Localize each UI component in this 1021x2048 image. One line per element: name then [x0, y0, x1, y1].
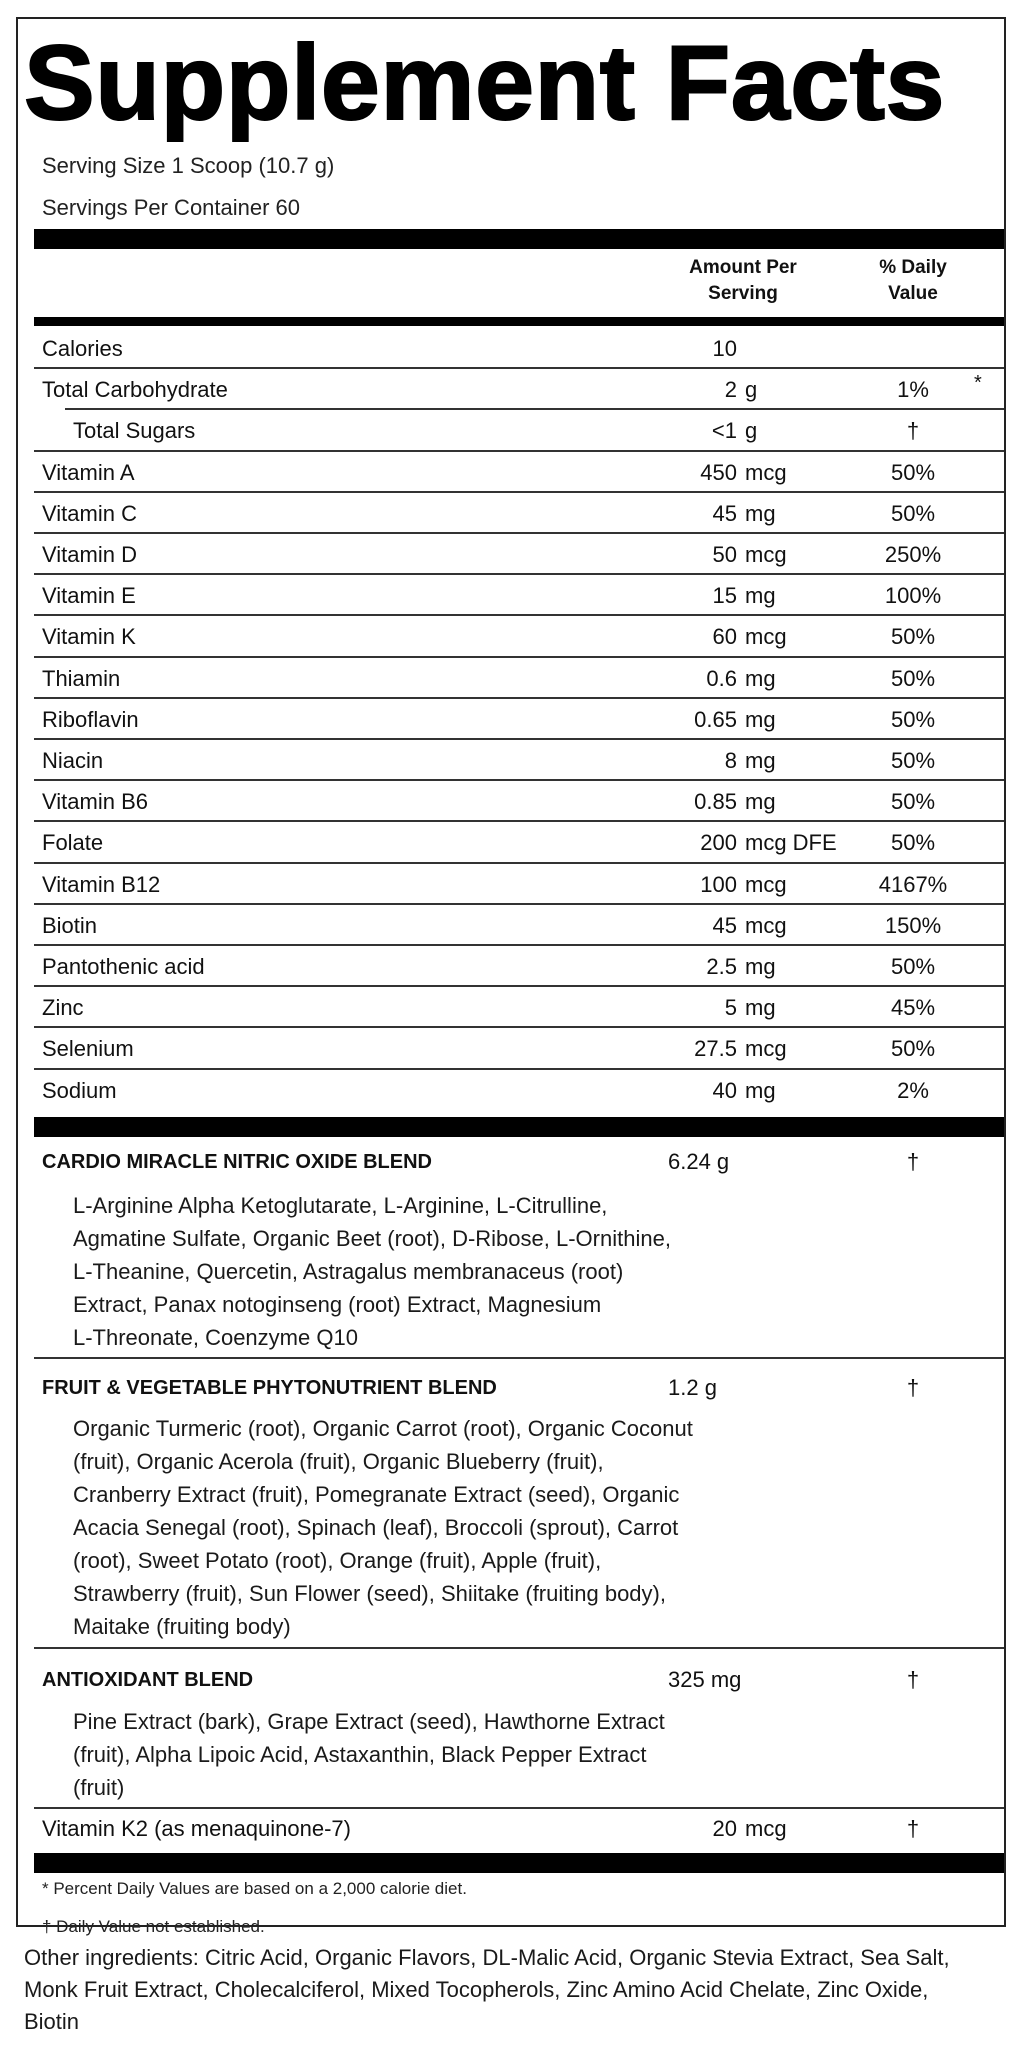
row-divider: [34, 779, 1004, 781]
nutrient-name: Sodium: [42, 1078, 117, 1103]
nutrient-amount: 5: [724, 995, 737, 1020]
nutrient-amount: 40: [712, 1078, 737, 1103]
nutrient-dv: 2%: [897, 1078, 929, 1103]
nutrient-name: Vitamin B6: [42, 789, 148, 814]
nutrient-row: [18, 535, 1008, 575]
nutrient-row: [18, 659, 1008, 699]
nutrient-unit: mcg: [745, 872, 787, 897]
nutrient-amount: <1: [711, 418, 737, 443]
blend-dv: †: [906, 1667, 920, 1692]
blend-separator: [34, 1357, 1004, 1359]
blend-ingredients: L-Arginine Alpha Ketoglutarate, L-Arginine, L-Citrulline, Agmatine Sulfate, Organic Beet (root), D-Ribose, L-Ornithine, L-Theanine, Quercetin, Astragalus membranaceus (root) Extract, Panax notoginseng (root) Extract, Magnesium L-Threonate, Coenzyme Q10: [73, 1193, 671, 1350]
row-divider: [34, 367, 1004, 369]
nutrient-row: [18, 1071, 1008, 1111]
row-divider: [34, 738, 1004, 740]
nutrient-unit: mg: [745, 748, 776, 773]
nutrient-dv: 50%: [890, 830, 936, 855]
nutrient-amount: 27.5: [694, 1036, 737, 1061]
nutrient-dv: 100%: [884, 583, 942, 608]
row-divider: [65, 408, 1004, 410]
nutrient-dv: †: [906, 1816, 920, 1841]
row-divider: [34, 985, 1004, 987]
nutrient-name: Total Carbohydrate: [42, 377, 228, 402]
nutrient-unit: mg: [745, 707, 776, 732]
amount-per-serving-header: Amount Per Serving: [689, 257, 797, 304]
nutrient-row: [18, 370, 1008, 410]
nutrient-dv: 150%: [884, 913, 942, 938]
nutrient-name: Vitamin C: [42, 501, 137, 526]
nutrient-name: Biotin: [42, 913, 98, 938]
footnote-percent-dv: * Percent Daily Values are based on a 2,000 calorie diet.: [42, 1879, 467, 1898]
nutrient-amount: 8: [724, 748, 737, 773]
blend-ingredients: Pine Extract (bark), Grape Extract (seed), Hawthorne Extract (fruit), Alpha Lipoic Acid, Astaxanthin, Black Pepper Extract (fruit): [73, 1709, 665, 1800]
nutrient-name: Vitamin D: [42, 542, 137, 567]
blend-name: CARDIO MIRACLE NITRIC OXIDE BLEND: [42, 1151, 432, 1173]
nutrient-dv: 50%: [890, 789, 936, 814]
nutrient-row: [18, 741, 1008, 781]
nutrient-amount: 0.85: [694, 789, 737, 814]
nutrient-amount: 100: [700, 872, 737, 897]
nutrient-dv: 250%: [884, 542, 942, 567]
nutrient-amount: 15: [712, 583, 737, 608]
nutrient-unit: mg: [745, 583, 776, 608]
nutrient-amount: 10: [712, 336, 737, 361]
blend-amount: 325 mg: [668, 1667, 742, 1692]
nutrient-amount: 200: [700, 830, 737, 855]
nutrient-row: [18, 823, 1008, 863]
row-divider: [34, 532, 1004, 534]
nutrient-amount: 60: [712, 624, 737, 649]
nutrient-dv: 45%: [890, 995, 936, 1020]
nutrient-amount: 50: [712, 542, 737, 567]
nutrient-unit: g: [745, 418, 758, 443]
nutrient-name: Vitamin K: [42, 624, 136, 649]
footnote-divider-bar: [34, 1853, 1004, 1873]
nutrient-unit: mg: [745, 666, 776, 691]
nutrient-row: [18, 865, 1008, 905]
nutrient-unit: mcg: [745, 624, 787, 649]
nutrient-dv: 50%: [890, 666, 936, 691]
nutrient-dv: 50%: [890, 624, 936, 649]
nutrient-name: Vitamin A: [42, 460, 135, 485]
nutrient-unit: mcg DFE: [745, 830, 837, 855]
nutrient-name: Vitamin B12: [42, 872, 161, 897]
asterisk-marker: *: [974, 372, 982, 394]
nutrient-row: [18, 947, 1008, 987]
nutrient-dv: 50%: [890, 501, 936, 526]
nutrient-unit: mcg: [745, 460, 787, 485]
nutrient-dv: 50%: [890, 748, 936, 773]
nutrient-unit: mg: [745, 789, 776, 814]
nutrient-dv: 1%: [897, 377, 929, 402]
nutrient-row: [18, 988, 1008, 1028]
nutrient-amount: 45: [712, 501, 737, 526]
footnote-dagger: † Daily Value not established.: [42, 1917, 265, 1936]
row-divider: [34, 614, 1004, 616]
row-divider: [34, 450, 1004, 452]
nutrient-unit: mcg: [745, 1816, 787, 1841]
row-divider: [34, 491, 1004, 493]
nutrient-row: [18, 411, 1008, 451]
nutrient-row: [18, 329, 1008, 369]
row-divider: [34, 820, 1004, 822]
nutrient-amount: 45: [712, 913, 737, 938]
nutrient-unit: mcg: [745, 1036, 787, 1061]
blend-name: ANTIOXIDANT BLEND: [42, 1669, 254, 1691]
nutrient-row: [18, 494, 1008, 534]
header-divider-bar: [34, 317, 1004, 326]
nutrient-amount: 2.5: [706, 954, 737, 979]
nutrient-amount: 450: [700, 460, 737, 485]
blend-dv: †: [906, 1375, 920, 1400]
nutrient-amount: 2: [724, 377, 737, 402]
nutrient-row: [18, 453, 1008, 493]
nutrient-name: Vitamin K2 (as menaquinone-7): [42, 1816, 351, 1841]
supplement-facts-panel: [16, 17, 1006, 1936]
nutrient-row: [18, 782, 1008, 822]
nutrient-name: Riboflavin: [42, 707, 139, 732]
nutrient-amount: 20: [712, 1816, 737, 1841]
nutrient-unit: mcg: [745, 913, 787, 938]
nutrient-row: [18, 700, 1008, 740]
nutrient-name: Folate: [42, 830, 104, 855]
nutrient-name: Selenium: [42, 1036, 134, 1061]
top-divider-bar: [34, 229, 1004, 249]
nutrient-name: Total Sugars: [73, 418, 196, 443]
nutrient-name: Pantothenic acid: [42, 954, 205, 979]
blend-amount: 6.24 g: [668, 1149, 730, 1174]
nutrient-name: Zinc: [42, 995, 84, 1020]
nutrient-name: Calories: [42, 336, 123, 361]
row-divider: [34, 656, 1004, 658]
nutrient-dv: 50%: [890, 460, 936, 485]
blend-separator: [34, 1647, 1004, 1649]
row-divider: [34, 1026, 1004, 1028]
row-divider: [34, 1068, 1004, 1070]
nutrient-row: [18, 906, 1008, 946]
nutrient-name: Vitamin E: [42, 583, 136, 608]
nutrient-dv: 50%: [890, 1036, 936, 1061]
nutrient-dv: 4167%: [878, 872, 948, 897]
row-divider: [34, 573, 1004, 575]
nutrient-row-vitamin-k2: [18, 1809, 1008, 1849]
blend-ingredients: Organic Turmeric (root), Organic Carrot (root), Organic Coconut (fruit), Organic Acerola (fruit), Organic Blueberry (fruit), Cranberry Extract (fruit), Pomegranate Extract (seed), Organic Acacia Senegal (root), Spinach (leaf), Broccoli (sprout), Carrot (root), Sweet Potato (root), Orange (fruit), Apple (fruit), Strawberry (fruit), Sun Flower (seed), Shiitake (fruiting body), Maitake (fruiting body): [73, 1416, 693, 1639]
nutrient-row: [18, 576, 1008, 616]
nutrient-unit: mg: [745, 954, 776, 979]
serving-size: Serving Size 1 Scoop (10.7 g): [42, 153, 335, 178]
daily-value-header: % Daily Value: [879, 257, 947, 304]
nutrient-dv: 50%: [890, 954, 936, 979]
blend-divider-bar: [34, 1117, 1004, 1137]
nutrient-unit: g: [745, 377, 758, 402]
other-ingredients: Other ingredients: Citric Acid, Organic Flavors, DL-Malic Acid, Organic Stevia Extract, Sea Salt, Monk Fruit Extract, Cholecalciferol, Mixed Tocopherols, Zinc Amino Acid Chelate, Zinc Oxide, Biotin: [24, 1945, 950, 2034]
row-divider: [34, 862, 1004, 864]
nutrient-unit: mg: [745, 1078, 776, 1103]
nutrient-row: [18, 1029, 1008, 1069]
nutrient-dv: †: [906, 418, 920, 443]
row-divider: [34, 903, 1004, 905]
row-divider: [34, 697, 1004, 699]
blend-dv: †: [906, 1149, 920, 1174]
nutrient-dv: 50%: [890, 707, 936, 732]
label-title: Supplement Facts: [24, 24, 945, 142]
nutrient-row: [18, 617, 1008, 657]
nutrient-unit: mcg: [745, 542, 787, 567]
nutrient-amount: 0.6: [706, 666, 737, 691]
blend-name: FRUIT & VEGETABLE PHYTONUTRIENT BLEND: [42, 1377, 497, 1399]
blend-amount: 1.2 g: [668, 1375, 717, 1400]
row-divider: [34, 944, 1004, 946]
nutrient-name: Niacin: [42, 748, 104, 773]
servings-per-container: Servings Per Container 60: [42, 195, 301, 220]
nutrient-name: Thiamin: [42, 666, 121, 691]
nutrient-unit: mg: [745, 501, 776, 526]
nutrient-amount: 0.65: [694, 707, 737, 732]
nutrient-unit: mg: [745, 995, 776, 1020]
